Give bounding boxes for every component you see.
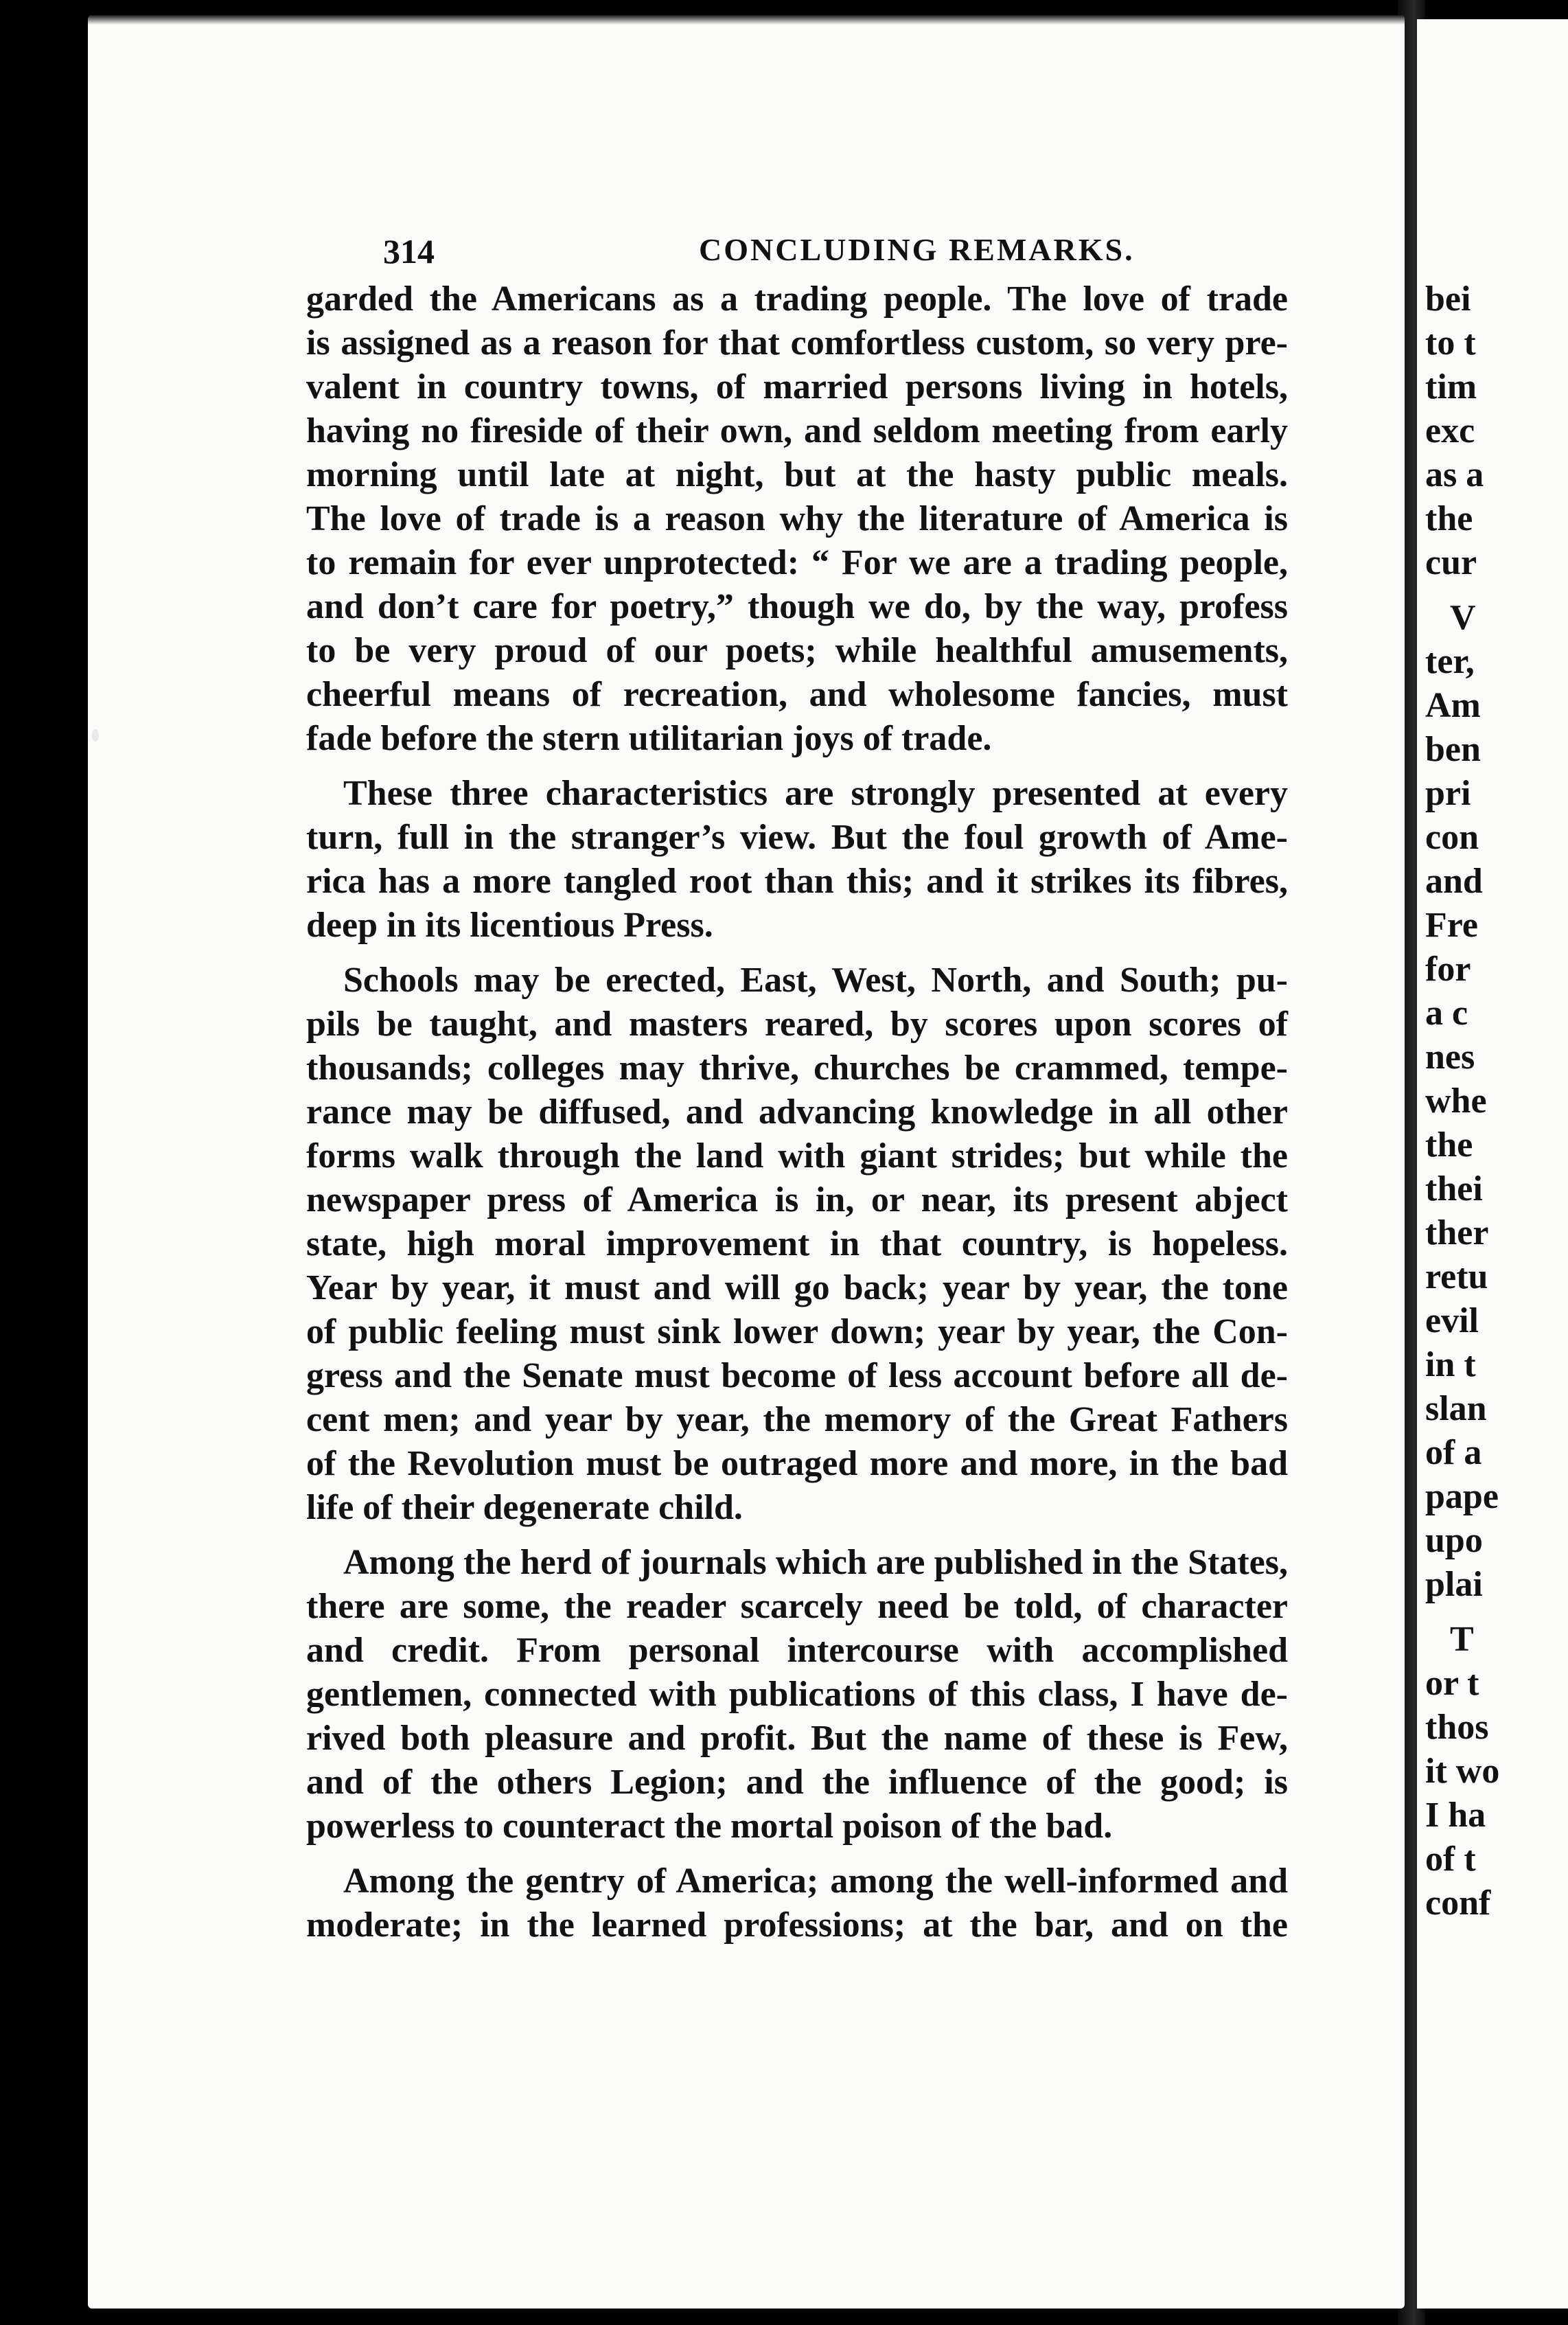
text-line: deep in its licentious Press.: [306, 906, 713, 945]
page-top-shadow: [88, 15, 1405, 25]
text-line: of the Revolution must be outraged more and more, in the bad: [306, 1444, 1288, 1483]
text-line: there are some, the reader scarcely need be told, of character: [306, 1587, 1288, 1626]
facing-text-fragment: the: [1425, 1125, 1473, 1165]
facing-text-fragment: Am: [1425, 686, 1481, 725]
facing-text-fragment: or t: [1425, 1664, 1479, 1703]
facing-text-fragment: ther: [1425, 1213, 1489, 1252]
text-line: is assigned as a reason for that comfortless custom, so very pre-: [306, 323, 1288, 363]
text-line: pils be taught, and masters reared, by scores upon scores of: [306, 1005, 1288, 1044]
text-line: morning until late at night, but at the hasty public meals.: [306, 455, 1288, 494]
text-line: valent in country towns, of married persons living in hotels,: [306, 367, 1288, 406]
text-line: and don’t care for poetry,” though we do, by the way, profess: [306, 587, 1288, 626]
facing-text-fragment: and: [1425, 862, 1483, 901]
text-line: Among the herd of journals which are published in the States,: [343, 1543, 1288, 1582]
text-line: having no fireside of their own, and seldom meeting from early: [306, 411, 1288, 450]
facing-text-fragment: Fre: [1425, 906, 1478, 945]
facing-text-fragment: whe: [1425, 1081, 1487, 1121]
facing-text-fragment: thei: [1425, 1169, 1483, 1209]
facing-text-fragment: ter,: [1425, 642, 1475, 681]
text-line: thousands; colleges may thrive, churches be crammed, tempe-: [306, 1049, 1288, 1088]
facing-text-fragment: retu: [1425, 1257, 1488, 1296]
facing-text-fragment: it wo: [1425, 1752, 1500, 1791]
scan-speck: [92, 729, 99, 742]
text-line: powerless to counteract the mortal poison of the bad.: [306, 1807, 1113, 1846]
facing-text-fragment: for: [1425, 950, 1471, 989]
paragraph-gap: [306, 761, 1288, 772]
text-line: Schools may be erected, East, West, North, and South; pu-: [343, 961, 1288, 1000]
facing-text-fragment: upo: [1425, 1521, 1483, 1560]
text-line: and credit. From personal intercourse with accomplished: [306, 1631, 1288, 1670]
facing-text-fragment: the: [1425, 499, 1473, 538]
running-head: CONCLUDING REMARKS.: [699, 232, 1135, 267]
text-line: The love of trade is a reason why the literature of America is: [306, 499, 1288, 538]
text-line: gentlemen, connected with publications of this class, I have de-: [306, 1675, 1288, 1714]
facing-text-fragment: thos: [1425, 1708, 1489, 1747]
text-line: These three characteristics are strongly presented at every: [343, 774, 1288, 813]
facing-text-fragment: to t: [1425, 323, 1476, 363]
facing-text-fragment: a c: [1425, 994, 1468, 1033]
text-line: Year by year, it must and will go back; year by year, the tone: [306, 1268, 1288, 1307]
text-line: rived both pleasure and profit. But the name of these is Few,: [306, 1719, 1288, 1758]
facing-text-fragment: pape: [1425, 1477, 1499, 1516]
facing-text-fragment: tim: [1425, 367, 1477, 406]
paragraph-gap: [306, 1848, 1288, 1859]
text-line: rica has a more tangled root than this; and it strikes its fibres,: [306, 862, 1288, 901]
text-line: newspaper press of America is in, or near, its present abject: [306, 1180, 1288, 1219]
facing-text-fragment: of t: [1425, 1840, 1476, 1879]
paragraph-gap: [306, 1530, 1288, 1541]
text-line: to remain for ever unprotected: “ For we are a trading people,: [306, 543, 1288, 582]
facing-page-text: [1425, 277, 1563, 1925]
text-line: garded the Americans as a trading people. The love of trade: [306, 279, 1288, 319]
text-line: turn, full in the stranger’s view. But the foul growth of Ame-: [306, 818, 1288, 857]
facing-text-fragment: of a: [1425, 1433, 1482, 1472]
facing-text-fragment: V: [1450, 598, 1476, 637]
facing-text-fragment: conf: [1425, 1883, 1491, 1923]
text-line: and of the others Legion; and the influence of the good; is: [306, 1763, 1288, 1802]
body-text: [306, 277, 1288, 1947]
text-line: fade before the stern utilitarian joys of trade.: [306, 719, 992, 758]
paragraph-gap: [1425, 1607, 1563, 1618]
facing-text-fragment: in t: [1425, 1345, 1476, 1384]
text-line: cheerful means of recreation, and wholesome fancies, must: [306, 675, 1288, 714]
facing-text-fragment: I ha: [1425, 1796, 1486, 1835]
paragraph-gap: [306, 948, 1288, 959]
text-line: gress and the Senate must become of less account before all de-: [306, 1356, 1288, 1395]
text-line: cent men; and year by year, the memory of the Great Fathers: [306, 1400, 1288, 1439]
page-header: [383, 231, 1399, 279]
facing-text-fragment: bei: [1425, 279, 1471, 319]
facing-text-fragment: T: [1450, 1620, 1474, 1659]
facing-text-fragment: plai: [1425, 1565, 1483, 1604]
text-line: of public feeling must sink lower down; year by year, the Con-: [306, 1312, 1288, 1351]
paragraph-gap: [1425, 585, 1563, 596]
facing-text-fragment: con: [1425, 818, 1479, 857]
page-number: 314: [383, 232, 435, 271]
text-line: forms walk through the land with giant strides; but while the: [306, 1136, 1288, 1176]
text-line: Among the gentry of America; among the well-informed and: [343, 1862, 1288, 1901]
text-line: state, high moral improvement in that country, is hopeless.: [306, 1224, 1288, 1263]
facing-text-fragment: as a: [1425, 455, 1484, 494]
facing-text-fragment: ben: [1425, 730, 1481, 769]
facing-text-fragment: cur: [1425, 543, 1477, 582]
text-line: life of their degenerate child.: [306, 1488, 743, 1527]
text-line: to be very proud of our poets; while healthful amusements,: [306, 631, 1288, 670]
facing-text-fragment: pri: [1425, 774, 1471, 813]
facing-text-fragment: evil: [1425, 1301, 1479, 1340]
facing-text-fragment: exc: [1425, 411, 1475, 450]
text-line: rance may be diffused, and advancing knowledge in all other: [306, 1092, 1288, 1132]
facing-text-fragment: slan: [1425, 1389, 1487, 1428]
facing-text-fragment: nes: [1425, 1038, 1475, 1077]
text-line: moderate; in the learned professions; at the bar, and on the: [306, 1905, 1288, 1945]
